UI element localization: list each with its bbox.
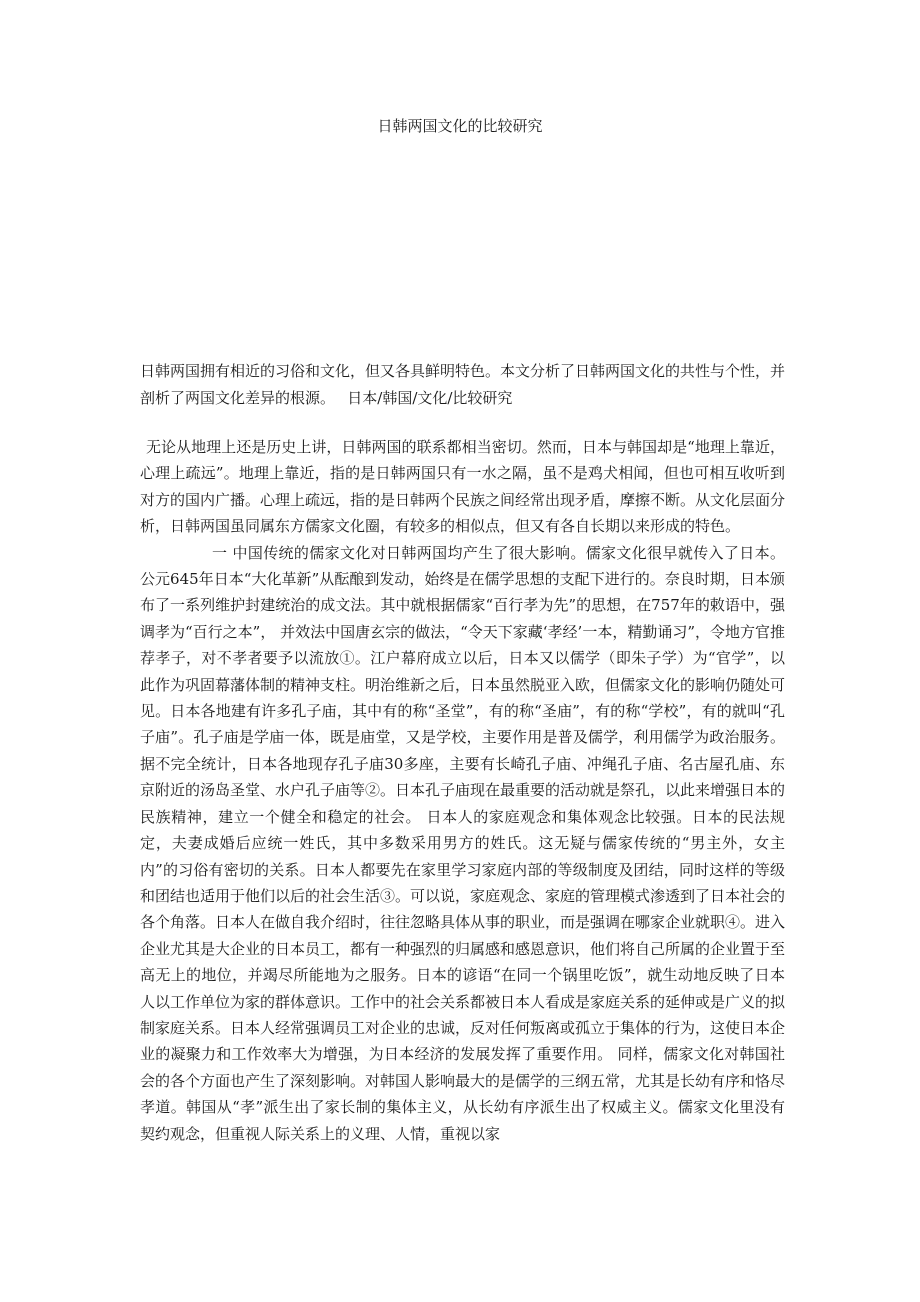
paragraph-intro: 无论从地理上还是历史上讲，日韩两国的联系都相当密切。然而，日本与韩国却是“地理上靠近，心理上疏远”。地理上靠近，指的是日韩两国只有一水之隔，虽不是鸡犬相闻，但也可相互收听到对方的国内广播。心理上疏远，指的是日韩两个民族之间经常出现矛盾，摩擦不断。从文化层面分析，日韩两国虽同属东方儒家文化圈，有较多的相似点，但又有各自长期以来形成的特色。: [140, 438, 786, 536]
body-text: [140, 434, 785, 1147]
document-title: 日韩两国文化的比较研究: [377, 117, 543, 135]
paragraph-confucian-influence: 一 中国传统的儒家文化对日韩两国均产生了很大影响。儒家文化很早就传入了日本。公元645年日本“大化革新”从酝酿到发动，始终是在儒学思想的支配下进行的。奈良时期，日本颁布了一系列维护封建统治的成文法。其中就根据儒家“百行孝为先”的思想，在757年的敕语中，强调孝为“百行之本”， 并效法中国唐玄宗的做法，“令天下家藏‘孝经’一本，精勤诵习”，令地方官推荐孝子，对不孝者要予以流放①。江户幕府成立以后，日本又以儒学（即朱子学）为“官学”，以此作为巩固幕藩体制的精神支柱。明治维新之后，日本虽然脱亚入欧，但儒家文化的影响仍随处可见。日本各地建有许多孔子庙，其中有的称“圣堂”，有的称“圣庙”，有的称“学校”，有的就叫“孔子庙”。孔子庙是学庙一体，既是庙堂，又是学校，主要作用是普及儒学，利用儒学为政治服务。据不完全统计，日本各地现存孔子庙30多座，主要有长崎孔子庙、冲绳孔子庙、名古屋孔庙、东京附近的汤岛圣堂、水户孔子庙等②。日本孔子庙现在最重要的活动就是祭孔，以此来增强日本的民族精神，建立一个健全和稳定的社会。 日本人的家庭观念和集体观念比较强。日本的民法规定，夫妻成婚后应统一姓氏，其中多数采用男方的姓氏。这无疑与儒家传统的“男主外，女主内”的习俗有密切的关系。日本人都要先在家里学习家庭内部的等级制度及团结，同时这样的等级和团结也适用于他们以后的社会生活③。可以说，家庭观念、家庭的管理模式渗透到了日本社会的各个角落。日本人在做自我介绍时，往往忽略具体从事的职业，而是强调在哪家企业就职④。进入企业尤其是大企业的日本员工，都有一种强烈的归属感和感恩意识，他们将自己所属的企业置于至高无上的地位，并竭尽所能地为之服务。日本的谚语“在同一个锅里吃饭”，就生动地反映了日本人以工作单位为家的群体意识。工作中的社会关系都被日本人看成是家庭关系的延伸或是广义的拟制家庭关系。日本人经常强调员工对企业的忠诚，反对任何叛离或孤立于集体的行为，这使日本企业的凝聚力和工作效率大为增强，为日本经济的发展发挥了重要作用。 同样，儒家文化对韩国社会的各个方面也产生了深刻影响。对韩国人影响最大的是儒学的三纲五常，尤其是长幼有序和恪尽孝道。韩国从“孝”派生出了家长制的集体主义，从长幼有序派生出了权威主义。儒家文化里没有契约观念，但重视人际关系上的义理、人情，重视以家: [140, 543, 786, 1143]
abstract-text: 日韩两国拥有相近的习俗和文化，但又各具鲜明特色。本文分析了日韩两国文化的共性与个性，并剖析了两国文化差异的根源。 日本/韩国/文化/比较研究: [140, 362, 786, 407]
